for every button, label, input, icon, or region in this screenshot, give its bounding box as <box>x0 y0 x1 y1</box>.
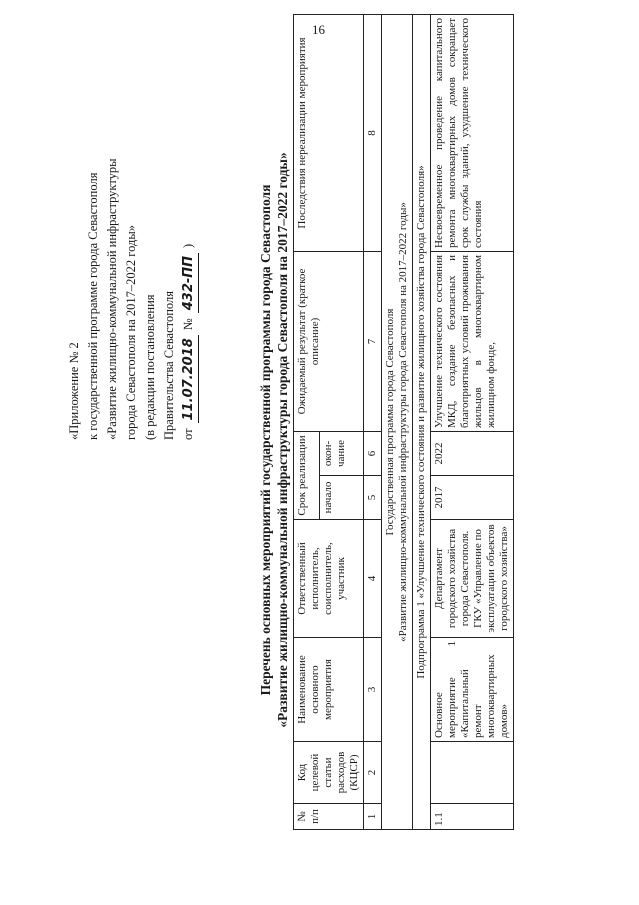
col-number: 2 <box>364 742 382 804</box>
col-number: 3 <box>364 638 382 742</box>
header-period: Срок реализации <box>294 431 320 519</box>
title-line-2: «Развитие жилищно-коммунальной инфраструктуры города Севастополя на 2017–2022 годы» <box>275 152 290 728</box>
page-number: 16 <box>312 22 325 37</box>
appendix-line: «Развитие жилищно-коммунальной инфраструктуры <box>105 158 119 440</box>
from-label: от <box>181 428 195 440</box>
document-title <box>257 30 291 850</box>
program-line: Государственная программа города Севастополя <box>384 308 396 536</box>
col-number: 6 <box>364 431 382 475</box>
subprogram-row <box>413 14 431 829</box>
appendix-header <box>65 10 199 440</box>
col-number: 5 <box>364 476 382 520</box>
row-result: Улучшение технического состояния МКД, создание безопасных и благоприятных условий проживания жильцов в многоквартирном жилищном фонде, <box>431 251 514 431</box>
row-num: 1.1 <box>431 804 514 830</box>
program-row <box>382 14 413 829</box>
table-header-row <box>294 14 320 829</box>
header-consequence: Последствия нереализации мероприятия <box>294 14 364 251</box>
table-row <box>431 14 514 829</box>
rotated-document <box>25 0 625 860</box>
appendix-line: города Севастополя на 2017–2022 годы» <box>124 225 138 440</box>
header-responsible: Ответственный исполнитель, соисполнитель, участник <box>294 520 364 638</box>
program-name-line: «Развитие жилищно-коммунальной инфраструктуры города Севастополя на 2017–2022 годы» <box>397 202 409 642</box>
subprogram-title: Подпрограмма 1 «Улучшение технического состояния и развитие жилищного хозяйства города Севастополя» <box>413 14 431 829</box>
row-consequence: Несвоевременное проведение капитального ремонта многоквартирных домов сокращает срок службы зданий, ухудшение технического состояния <box>431 14 514 251</box>
number-label: № <box>181 318 195 331</box>
header-end: окон-чание <box>319 431 363 475</box>
row-name: Основное мероприятие 1 «Капитальный ремонт многоквартирных домов» <box>431 638 514 742</box>
row-end: 2022 <box>431 431 514 475</box>
column-numbers-row <box>364 14 382 829</box>
header-num: № п/п <box>294 804 364 830</box>
measures-table <box>293 14 514 830</box>
appendix-line: к государственной программе города Севастополя <box>86 172 100 440</box>
row-code <box>431 742 514 804</box>
resolution-line <box>179 10 199 440</box>
col-number: 7 <box>364 251 382 431</box>
program-title <box>382 14 413 829</box>
title-line-1: Перечень основных мероприятий государственной программы города Севастополя <box>258 184 273 696</box>
resolution-number: 432-ПП <box>179 253 199 313</box>
header-result: Ожидаемый результат (краткое описание) <box>294 251 364 431</box>
col-number: 8 <box>364 14 382 251</box>
header-name: Наименование основного мероприятия <box>294 638 364 742</box>
header-start: начало <box>319 476 363 520</box>
appendix-line: «Приложение № 2 <box>67 342 81 440</box>
closing-paren: ) <box>181 243 195 248</box>
col-number: 4 <box>364 520 382 638</box>
col-number: 1 <box>364 804 382 830</box>
appendix-line: (в редакции постановления <box>143 294 157 440</box>
resolution-date: 11.07.2018 <box>179 335 199 423</box>
appendix-line: Правительства Севастополя <box>162 291 176 440</box>
row-responsible: Департамент городского хозяйства города Севастополя. ГКУ «Управление по эксплуатации объектов городского хозяйства» <box>431 520 514 638</box>
row-start: 2017 <box>431 476 514 520</box>
header-code: Код целевой статьи расходов (КЦСР) <box>294 742 364 804</box>
